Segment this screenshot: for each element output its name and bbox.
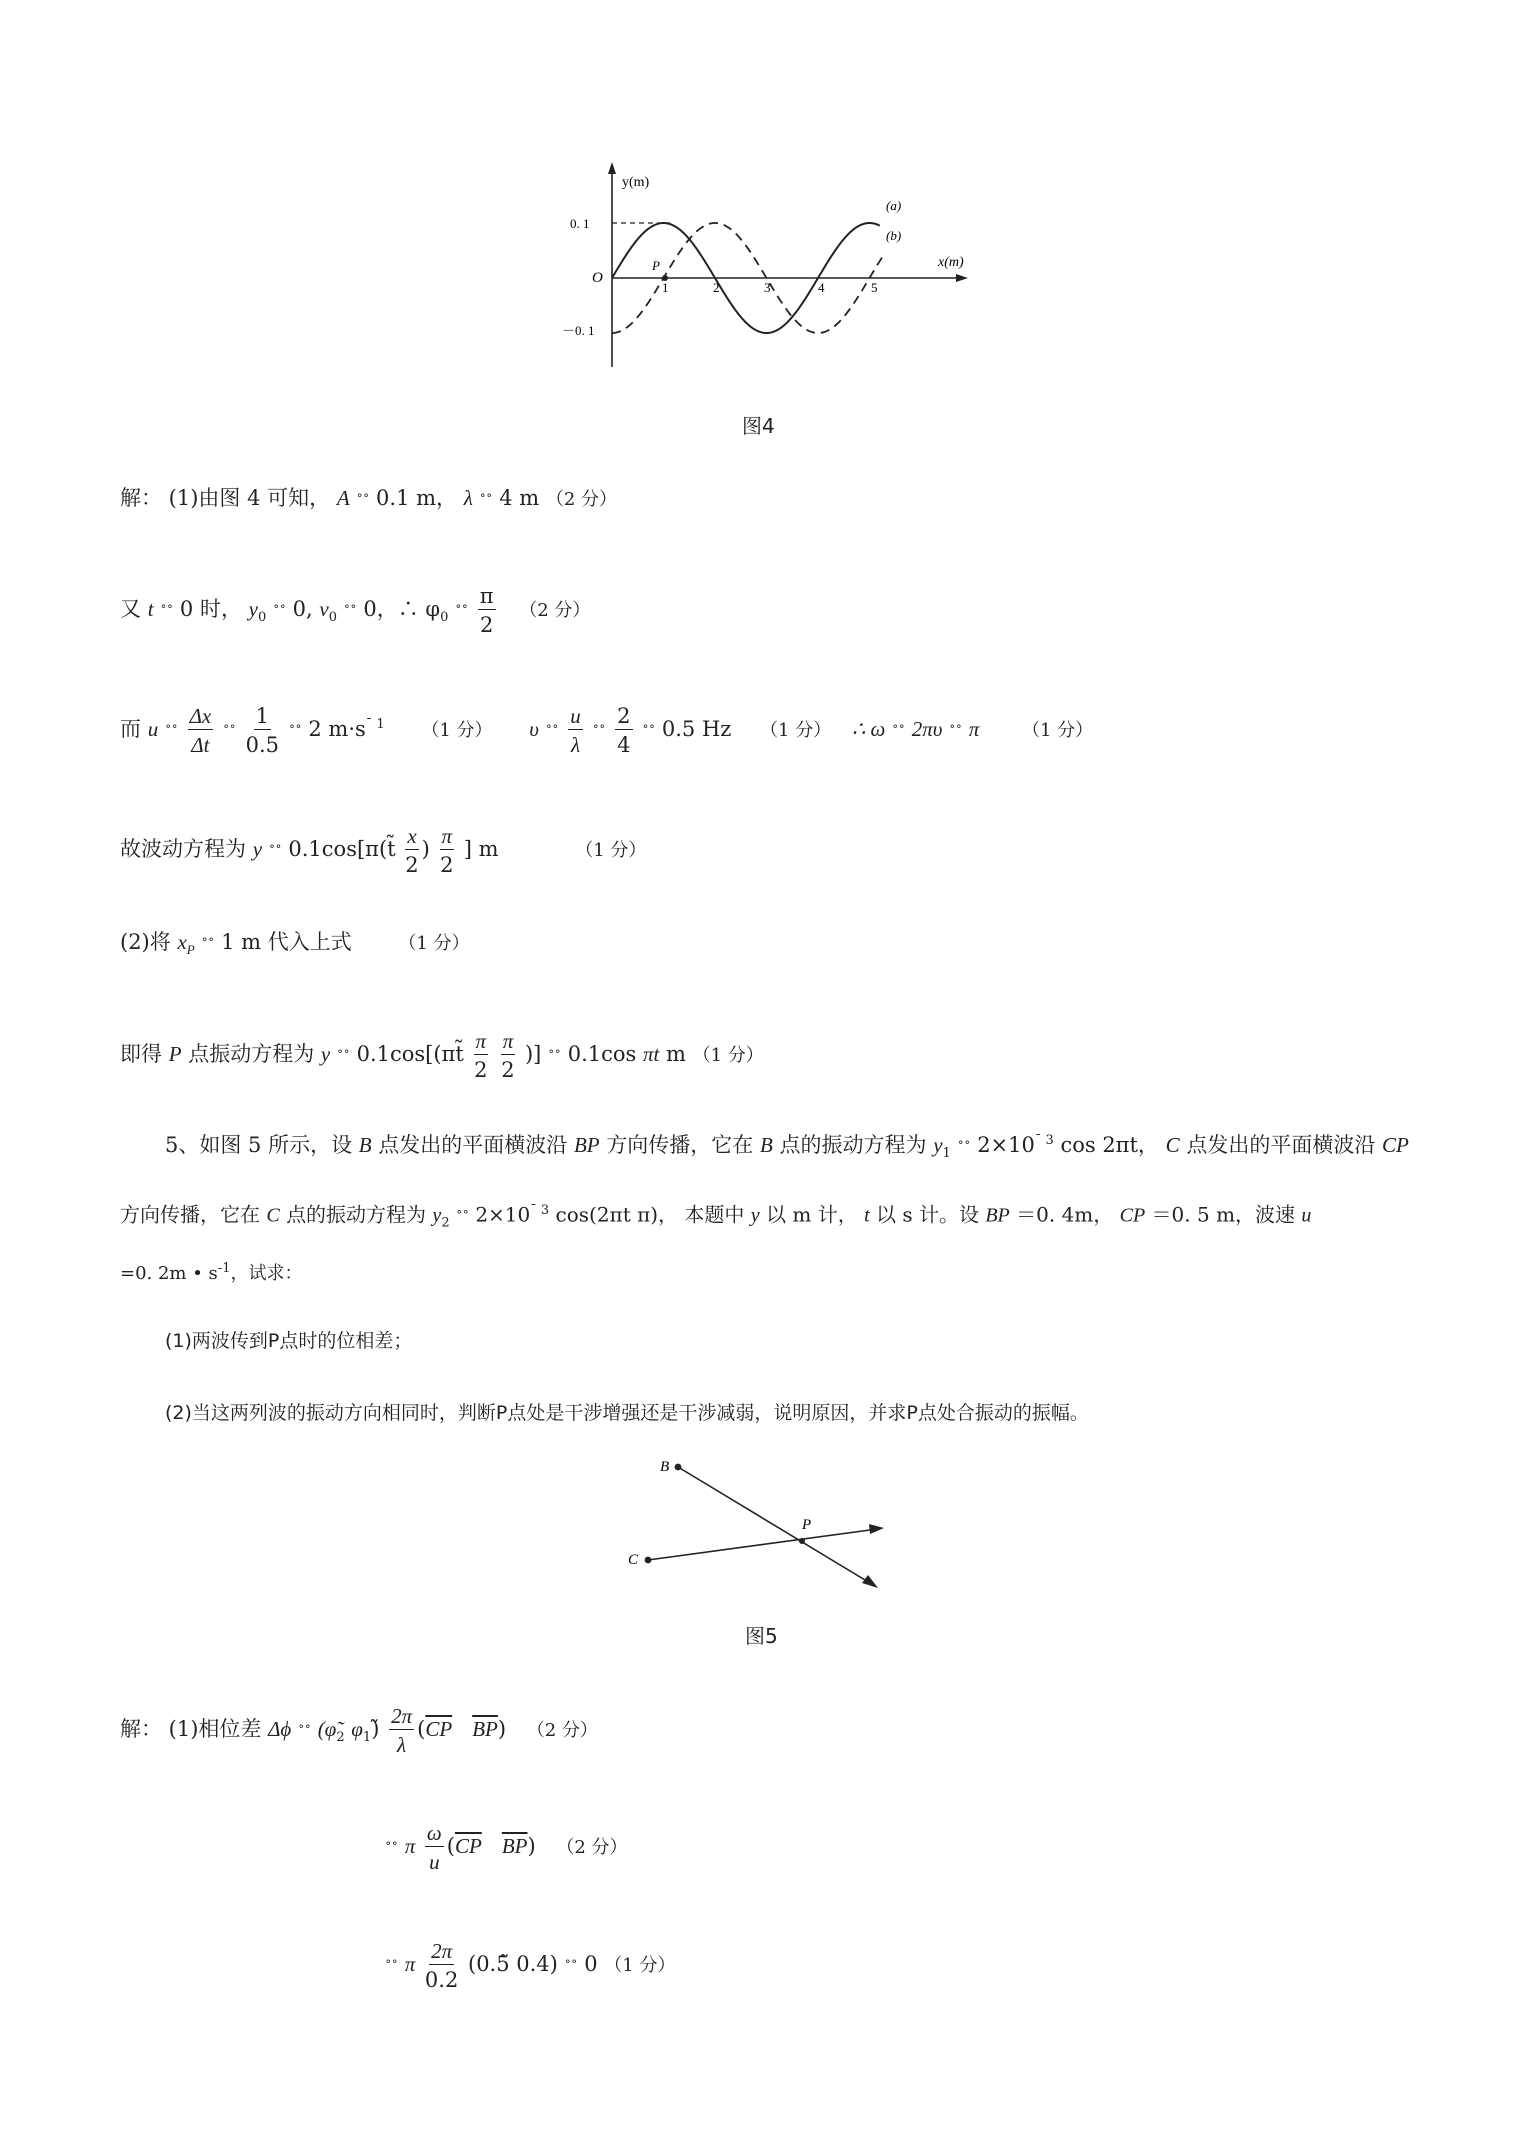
symbol-x: x — [177, 930, 187, 954]
curve-a-label: (a) — [886, 198, 902, 213]
denominator: 2 — [474, 1058, 488, 1083]
numerator: x — [405, 825, 418, 850]
segment-bp: $\overline{BP}$ — [501, 1834, 528, 1859]
fraction-2pi-over-02 — [425, 1940, 458, 1991]
exponent: ¯ 1 — [365, 717, 385, 733]
garbled-glyph: ˚˚ — [592, 725, 606, 741]
numerator: 2π — [429, 1940, 454, 1965]
segment-cp: $\overline{CP}$ — [425, 1717, 453, 1742]
text: 故波动方程为 — [120, 837, 246, 862]
value: 2×10 — [475, 1202, 531, 1227]
figure-5-caption: 图5 — [745, 1624, 778, 1648]
denominator: 2 — [440, 853, 454, 878]
garbled-glyph: ˚˚ — [892, 725, 906, 741]
score: （1 分） — [575, 840, 647, 862]
symbol-y: y — [750, 1204, 760, 1227]
text: 解： (1)由图 4 可知， — [120, 486, 331, 510]
text: 方向传播，它在 — [606, 1133, 754, 1157]
text: 而 — [120, 717, 141, 742]
ray-bp-arrow — [862, 1575, 878, 1588]
subscript: 2 — [441, 1215, 450, 1231]
garbled-glyph: ˚˚ — [356, 494, 370, 509]
expression: cos 2πt， — [1060, 1133, 1159, 1157]
value: 0.1 m， — [376, 486, 458, 510]
text: 即得 — [120, 1042, 162, 1067]
denominator: λ — [570, 733, 581, 758]
unit: m — [666, 1042, 686, 1067]
value: 0 — [584, 1952, 598, 1977]
symbol-phi: φ — [351, 1717, 363, 1742]
symbol-nu: υ — [529, 717, 539, 742]
numerator: ω — [425, 1822, 444, 1847]
segment-bp: $\overline{BP}$ — [472, 1717, 498, 1742]
garbled-glyph: ˚˚ — [201, 938, 215, 953]
garbled-glyph: ˚˚ — [642, 725, 656, 741]
point-p-label: P — [652, 258, 660, 273]
value: πt — [642, 1042, 660, 1067]
text: 解： (1)相位差 — [120, 1717, 262, 1742]
denominator: 0.5 — [245, 733, 279, 758]
garbled-glyph: ˚˚ — [298, 1725, 311, 1741]
score: （2 分） — [526, 1720, 598, 1742]
symbol-b: B — [760, 1133, 773, 1157]
q5-item-2: (2)当这两列波的振动方向相同时，判断P点处是干涉增强还是干涉减弱，说明原因，并求P点处合振动的振幅。 — [165, 1402, 1089, 1424]
denominator: 2 — [501, 1058, 515, 1083]
x-tick-1: 1 — [662, 280, 669, 295]
subscript: 0 — [440, 610, 449, 626]
value: 0.1cos — [567, 1042, 637, 1067]
text: (2)将 — [120, 930, 171, 954]
score: （1 分） — [692, 1045, 764, 1067]
value: 2 m·s — [308, 717, 366, 742]
garbled-glyph: ˚˚ — [564, 1960, 578, 1976]
label-c: C — [628, 1552, 639, 1568]
text: )] — [524, 1042, 542, 1067]
text: 点的振动方程为 — [286, 1202, 427, 1227]
fraction-2-over-4 — [615, 705, 632, 756]
sol4-line-6 — [120, 1030, 764, 1081]
sol5-line-3 — [385, 1940, 675, 1991]
symbol-b: B — [358, 1133, 372, 1157]
value: 4 m — [499, 486, 540, 510]
text: 以 m 计， — [766, 1202, 858, 1227]
fraction-dx-dt — [188, 705, 214, 756]
score: （1 分） — [398, 933, 470, 954]
numerator: 1 — [254, 705, 271, 730]
fraction-omega-over-u — [425, 1822, 444, 1873]
value: 2×10 — [977, 1133, 1035, 1157]
symbol-p: P — [168, 1042, 182, 1067]
text: 1 m 代入上式 — [221, 930, 352, 954]
label-b: B — [660, 1459, 670, 1475]
text: ＝0. 5 m，波速 — [1151, 1202, 1296, 1227]
score: （1 分） — [760, 720, 832, 742]
q5-item-1: (1)两波传到P点时的位相差； — [165, 1330, 413, 1352]
x-tick-4: 4 — [818, 280, 825, 295]
x-axis-arrow — [956, 274, 968, 282]
sol4-line-4: 故波动方程为 y ˚˚ 0.1cos[π(t̃ $\frac{x}{2}$ ) $\frac{\pi}{2}$ ] m （1 分） — [120, 824, 647, 878]
point-b — [675, 1464, 682, 1471]
sol5-line-1: 解： (1)相位差 Δϕ ˚˚ ($\varphĩ_2$ $\varphi_1)̃$ $\frac{2\pi}{\lambda}$ ($\overline{CP}$ $\overline{BP}$) （2 分） — [120, 1704, 598, 1758]
fraction-2pi-over-lambda — [389, 1705, 414, 1756]
y-tick-negative: －0. 1 — [562, 323, 595, 338]
garbled-glyph: ˚˚ — [272, 605, 286, 621]
numerator: u — [568, 705, 583, 730]
text: 以 s 计。设 — [875, 1202, 979, 1227]
fraction-pi-over-2 — [440, 825, 455, 876]
symbol-y: y — [252, 837, 263, 862]
symbol-v: v — [319, 597, 329, 622]
symbol-t: t — [864, 1204, 870, 1227]
unit: ] m — [463, 837, 499, 862]
garbled-glyph: ˚˚ — [545, 725, 559, 741]
score: （2 分） — [519, 600, 591, 622]
y-axis-arrow — [608, 162, 616, 174]
text: 0, — [292, 597, 313, 622]
denominator: 2 — [479, 613, 494, 638]
symbol-y: y — [320, 1042, 331, 1067]
fraction-pi-over-2 — [474, 1030, 489, 1081]
garbled-glyph: ˚˚ — [160, 605, 174, 621]
subscript: 1 — [942, 1146, 951, 1162]
sol4-line-5 — [120, 932, 470, 956]
q5-line-1 — [165, 1134, 1409, 1160]
score: （1 分） — [1022, 720, 1094, 742]
numerator: π — [478, 585, 496, 610]
y-tick-positive: 0. 1 — [570, 216, 590, 231]
text: 点发出的平面横波沿 — [378, 1133, 568, 1157]
subscript: 1 — [362, 1730, 372, 1746]
ray-bp — [678, 1467, 865, 1580]
numerator: 2 — [615, 705, 632, 730]
symbol-u: u — [1301, 1204, 1312, 1227]
text: ，试求： — [230, 1263, 303, 1284]
fraction-x-over-2 — [405, 825, 418, 876]
sol4-line-2 — [120, 585, 590, 636]
figure-4-wave-graph — [560, 160, 980, 370]
text: 0，∴ φ — [363, 597, 441, 622]
value: 2πυ — [911, 717, 943, 742]
symbol-pi: π — [404, 1952, 416, 1977]
garbled-glyph: ˚˚ — [164, 725, 178, 741]
text: 本题中 — [684, 1202, 745, 1227]
expression: 0.1cos[π(t̃ — [288, 837, 396, 862]
garbled-glyph: ˚˚ — [336, 1050, 350, 1066]
symbol-t: t — [147, 597, 154, 622]
sol4-line-1 — [120, 488, 617, 509]
expression: 0.1cos[(πt̃ — [356, 1042, 464, 1067]
numerator: π — [501, 1030, 516, 1055]
numerator: 2π — [389, 1705, 414, 1730]
symbol-lambda: λ — [463, 486, 473, 510]
fraction-u-over-lambda — [568, 705, 583, 756]
text: ＝0. 4m， — [1016, 1202, 1114, 1227]
expression: (φ̃ — [317, 1717, 337, 1742]
fraction-pi-over-2 — [478, 585, 496, 636]
symbol-omega: ∴ ω — [851, 717, 886, 742]
symbol-u: u — [147, 717, 159, 742]
score: （1 分） — [604, 1955, 676, 1977]
x-tick-2: 2 — [713, 280, 720, 295]
subscript: P — [186, 942, 195, 958]
label-p: P — [802, 1517, 812, 1533]
fraction-pi-over-2 — [501, 1030, 516, 1081]
symbol-bp: BP — [573, 1133, 600, 1157]
expression: (0.5̃ 0.4) — [468, 1952, 558, 1977]
fraction-1-over-05 — [246, 705, 279, 756]
numerator: Δx — [188, 705, 214, 730]
garbled-glyph: ˚˚ — [288, 725, 302, 741]
text: 5、如图 5 所示，设 — [165, 1133, 353, 1157]
garbled-glyph: ˚˚ — [385, 1960, 398, 1976]
symbol-y: y — [432, 1204, 442, 1227]
text: 方向传播，它在 — [120, 1202, 260, 1227]
garbled-glyph: ˚˚ — [455, 605, 469, 621]
subscript: 0 — [328, 610, 337, 626]
subscript: 0 — [257, 610, 267, 626]
sol5-line-2: ˚˚ π $\frac{\omega}{u}$ ($\overline{CP}$ $\overline{BP}$) （2 分） — [385, 1821, 628, 1875]
value: 0.5 Hz — [661, 717, 732, 742]
symbol-c: C — [266, 1204, 280, 1227]
origin-label: O — [592, 270, 603, 286]
exponent: ¯ 3 — [1034, 1133, 1054, 1148]
q5-line-2 — [120, 1204, 1311, 1230]
subscript: 2 — [336, 1730, 345, 1746]
sol4-line-3 — [120, 705, 1093, 756]
text: 0 时， — [179, 597, 242, 622]
garbled-glyph: ˚˚ — [548, 1050, 562, 1066]
x-tick-5: 5 — [871, 280, 878, 295]
garbled-glyph: ˚˚ — [385, 1842, 398, 1858]
denominator: 4 — [617, 733, 631, 758]
symbol-delta-phi: Δϕ — [268, 1717, 292, 1742]
text: 点振动方程为 — [188, 1042, 315, 1067]
symbol-c: C — [1165, 1133, 1180, 1157]
symbol-cp: CP — [1119, 1204, 1146, 1227]
symbol-bp: BP — [985, 1204, 1010, 1227]
symbol-pi: π — [404, 1834, 416, 1859]
garbled-glyph: ˚˚ — [949, 725, 963, 741]
x-tick-3: 3 — [764, 280, 771, 295]
symbol-y: y — [248, 597, 258, 622]
garbled-glyph: ˚˚ — [343, 605, 357, 621]
q5-line-3 — [120, 1262, 302, 1283]
denominator: Δt — [191, 733, 210, 758]
segment-cp: $\overline{CP}$ — [454, 1834, 482, 1859]
garbled-glyph: ˚˚ — [479, 494, 493, 509]
value: π — [968, 717, 980, 742]
numerator: π — [440, 825, 455, 850]
garbled-glyph: ˚˚ — [268, 845, 282, 861]
symbol-y: y — [933, 1133, 943, 1157]
curve-b-label: (b) — [886, 228, 902, 243]
score: （2 分） — [545, 489, 618, 510]
text: )̃ — [371, 1717, 380, 1742]
denominator: u — [429, 1850, 440, 1875]
point-p — [799, 1538, 805, 1544]
denominator: λ — [397, 1733, 407, 1758]
x-axis-label: x(m) — [938, 255, 964, 270]
figure-5-diagram — [620, 1455, 910, 1595]
garbled-glyph: ˚˚ — [222, 725, 236, 741]
text: 又 — [120, 597, 141, 622]
expression: cos(2πt π)， — [555, 1202, 679, 1227]
y-axis-label: y(m) — [622, 175, 650, 190]
numerator: π — [474, 1030, 489, 1055]
score: （1 分） — [421, 720, 493, 742]
point-c — [645, 1557, 652, 1564]
symbol-a: A — [336, 486, 350, 510]
score: （2 分） — [556, 1837, 628, 1859]
text: 点的振动方程为 — [779, 1133, 927, 1157]
exponent: ¯ 3 — [530, 1203, 550, 1218]
figure-4-caption: 图4 — [742, 414, 775, 438]
denominator: 0.2 — [424, 1968, 459, 1993]
ray-cp-arrow — [869, 1524, 884, 1534]
ray-cp — [648, 1530, 870, 1560]
exponent: -1 — [217, 1261, 231, 1276]
garbled-glyph: ˚˚ — [455, 1210, 469, 1226]
text: =0. 2m • s — [120, 1263, 218, 1284]
text: 点发出的平面横波沿 — [1186, 1133, 1376, 1157]
symbol-cp: CP — [1382, 1133, 1409, 1157]
denominator: 2 — [405, 853, 419, 878]
garbled-glyph: ˚˚ — [957, 1141, 971, 1156]
